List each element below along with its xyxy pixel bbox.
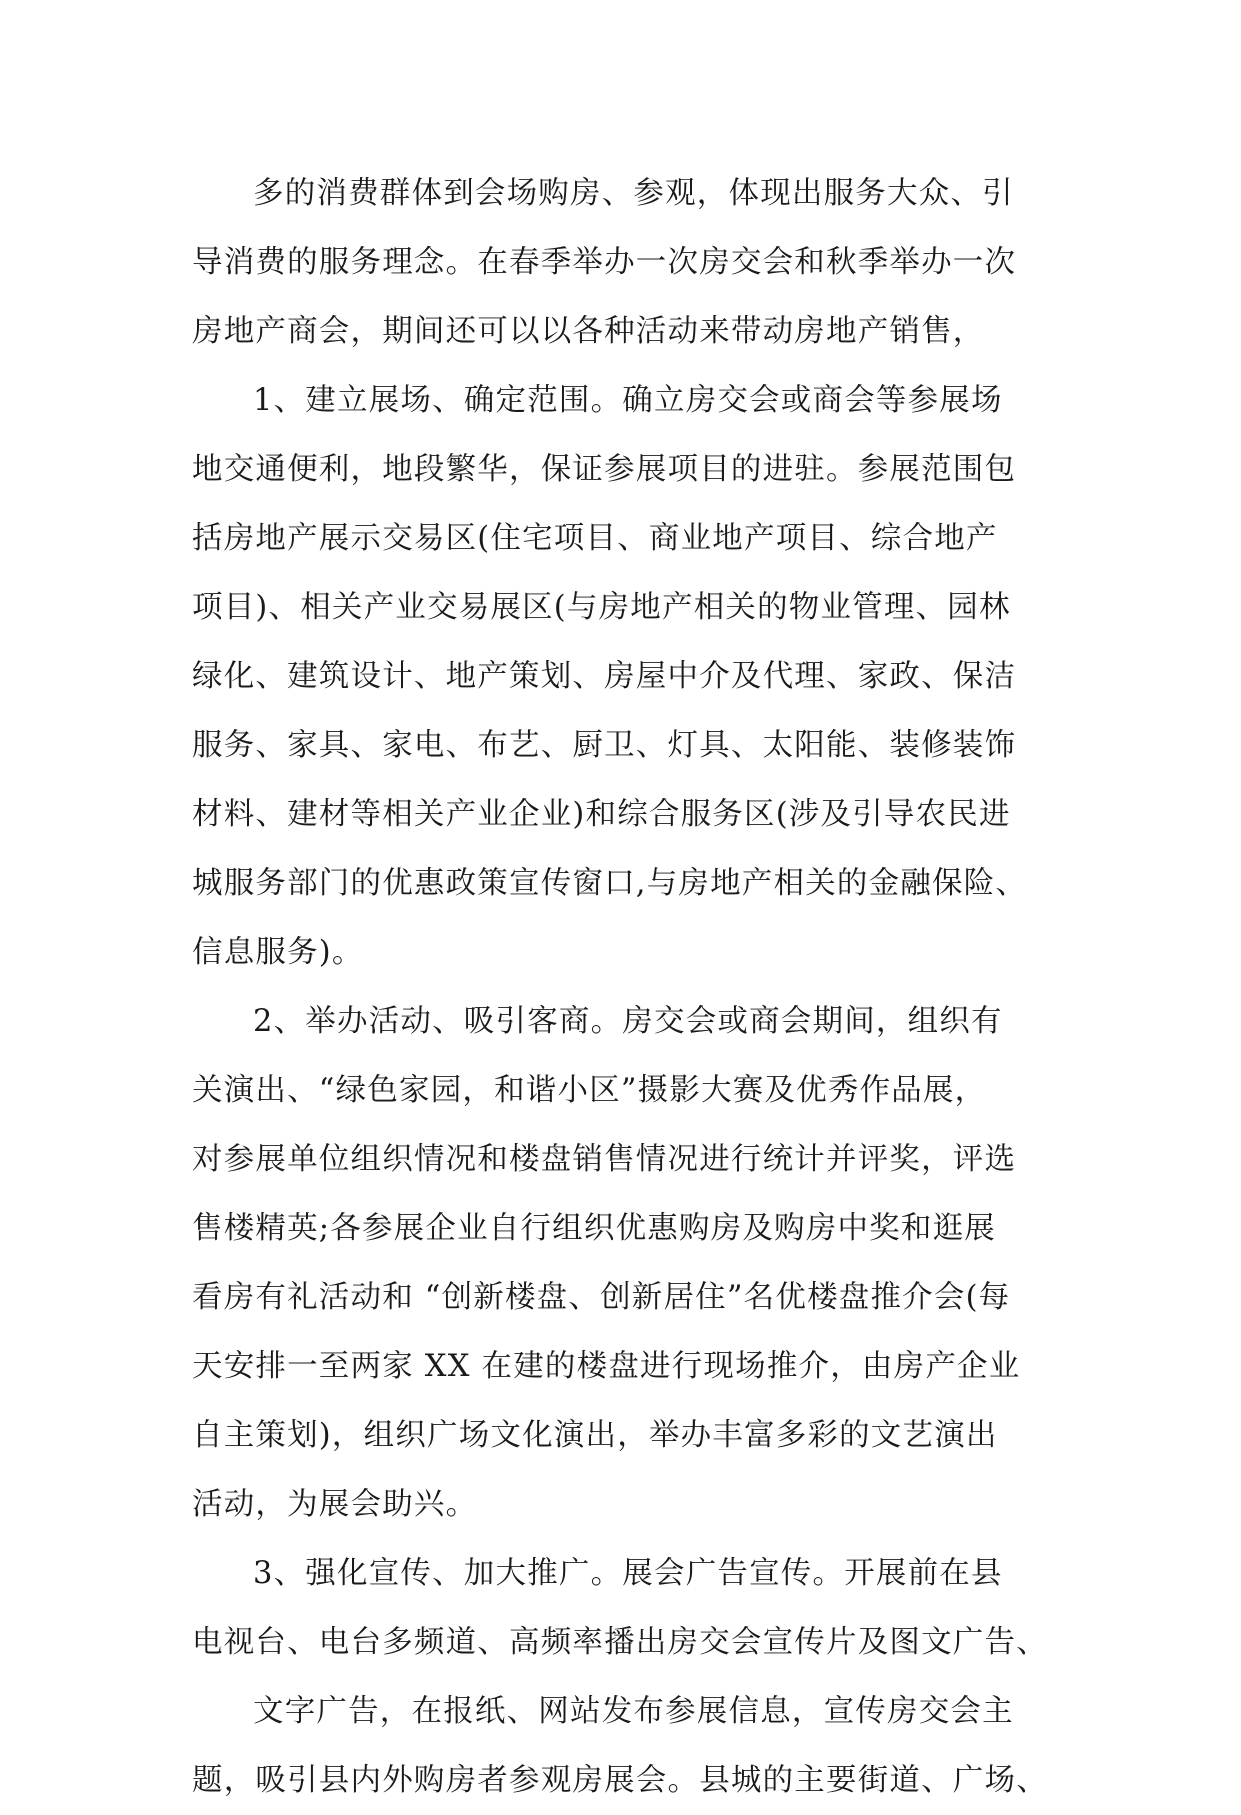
paragraph-line: 售楼精英;各参展企业自行组织优惠购房及购房中奖和逛展 [192, 1211, 996, 1246]
paragraph-line: 房地产商会，期间还可以以各种活动来带动房地产销售， [192, 314, 985, 349]
paragraph-line: 1、建立展场、确定范围。确立房交会或商会等参展场 [253, 383, 1003, 418]
paragraph-line: 天安排一至两家 XX 在建的楼盘进行现场推介，由房产企业 [192, 1349, 1021, 1384]
paragraph-line: 活动，为展会助兴。 [192, 1487, 478, 1522]
paragraph-line: 绿化、建筑设计、地产策划、房屋中介及代理、家政、保洁 [192, 659, 1017, 694]
paragraph-line: 2、举办活动、吸引客商。房交会或商会期间，组织有 [253, 1004, 1003, 1039]
paragraph-line: 信息服务)。 [192, 935, 364, 970]
paragraph-line: 对参展单位组织情况和楼盘销售情况进行统计并评奖，评选 [192, 1142, 1017, 1177]
paragraph-line: 3、强化宣传、加大推广。展会广告宣传。开展前在县 [253, 1556, 1003, 1591]
paragraph-line: 关演出、“绿色家园，和谐小区”摄影大赛及优秀作品展， [192, 1073, 987, 1108]
paragraph-line: 地交通便利，地段繁华，保证参展项目的进驻。参展范围包 [192, 452, 1017, 487]
paragraph-line: 电视台、电台多频道、高频率播出房交会宣传片及图文广告、 [192, 1625, 1048, 1660]
paragraph-line: 多的消费群体到会场购房、参观，体现出服务大众、引 [253, 176, 1014, 211]
paragraph-line: 括房地产展示交易区(住宅项目、商业地产项目、综合地产 [192, 521, 998, 556]
paragraph-line: 看房有礼活动和 “创新楼盘、创新居住”名优楼盘推介会(每 [192, 1280, 1011, 1315]
paragraph-line: 题，吸引县内外购房者参观房展会。县城的主要街道、广场、 [192, 1763, 1048, 1798]
paragraph-line: 导消费的服务理念。在春季举办一次房交会和秋季举办一次 [192, 245, 1017, 280]
paragraph-line: 城服务部门的优惠政策宣传窗口,与房地产相关的金融保险、 [192, 866, 1028, 901]
paragraph-line: 自主策划)，组织广场文化演出，举办丰富多彩的文艺演出 [192, 1418, 998, 1453]
paragraph-line: 项目)、相关产业交易展区(与房地产相关的物业管理、园林 [192, 590, 1011, 625]
paragraph-line: 材料、建材等相关产业企业)和综合服务区(涉及引导农民进 [192, 797, 1011, 832]
paragraph-line: 文字广告，在报纸、网站发布参展信息，宣传房交会主 [253, 1694, 1014, 1729]
paragraph-line: 服务、家具、家电、布艺、厨卫、灯具、太阳能、装修装饰 [192, 728, 1017, 763]
document-body [192, 159, 1050, 1815]
